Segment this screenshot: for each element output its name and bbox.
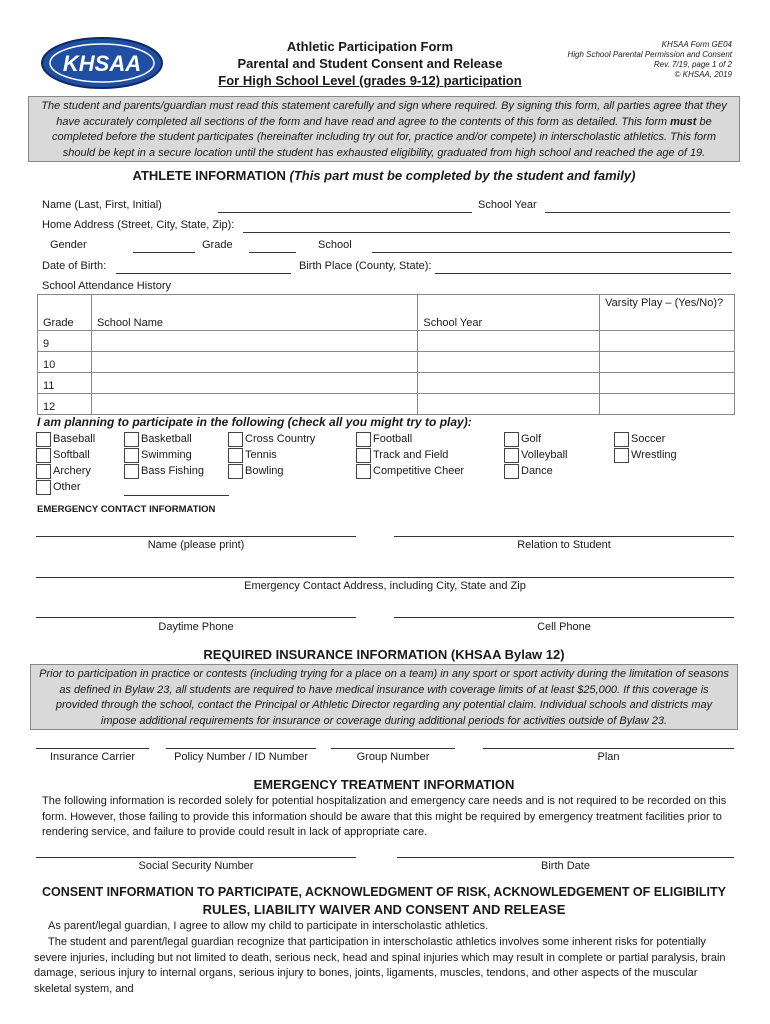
sports-column-1 [36,431,95,495]
consent-heading-line-1: CONSENT INFORMATION TO PARTICIPATE, ACKNOWLEDGMENT OF RISK, ACKNOWLEDGEMENT OF ELIGIBILITY [41,885,726,899]
form-id-line: Rev. 7/19, page 1 of 2 [653,60,732,69]
sport-option-wrestling[interactable] [614,447,677,463]
insurance-carrier-input-line[interactable] [36,748,149,749]
varsity-cell[interactable] [600,352,735,373]
sport-label: Wrestling [631,449,677,461]
school-input-line[interactable] [372,252,732,253]
gender-input-line[interactable] [133,252,195,253]
header-grade: Grade [38,295,92,331]
sport-label: Other [53,481,81,493]
school-year-cell[interactable] [418,352,600,373]
athlete-heading-title: ATHLETE INFORMATION [132,168,286,183]
school-year-label: School Year [478,199,537,211]
treatment-text: The following information is recorded solely for potential hospitalization and emergency care needs and is not required to be recorded on this form. However, those failing to provide this information should be aware that this might be required by emergency treatment facilities prior to rendering service, and failure to provide could result in lack of appropriate care. [42,795,727,838]
consent-paragraph-2: The student and parent/legal guardian recognize that participation in interscholastic athletics involves some inherent risks for potentially severe injuries, including but not limited to death, serious neck, head and spinal injuries which may result in complete or partial paralysis, brain damage, serious injury to internal organs, serious injury to bones, joints, ligaments, muscles, tendons, and other aspects of the muscular skeletal system, and [34,936,726,995]
consent-paragraph-1: As parent/legal guardian, I agree to allow my child to participate in interscholastic athletics. [48,920,489,932]
checkbox[interactable] [124,448,139,463]
varsity-cell[interactable] [600,394,735,415]
checkbox[interactable] [356,448,371,463]
birth-date-caption: Birth Date [541,860,590,872]
emergency-relation-caption: Relation to Student [517,539,611,551]
sport-label: Dance [521,465,553,477]
insurance-notice: Prior to participation in practice or contests (including trying for a place on a team) in any sport or sport activity during the limitation of seasons as defined in Bylaw 23, all students are required to have medical insurance with coverage limits of at least $25,000. If this coverage is provided through the school, contact the Principal or Athletic Director regarding any potential claim. Individual schools and districts may impose additional requirements for insurance or coverage during additional periods for activities outside of Bylaw 23. [30,664,738,730]
row-grade: 12 [38,394,92,415]
birth-date-input-line[interactable] [397,857,734,858]
checkbox[interactable] [504,432,519,447]
attendance-label: School Attendance History [42,280,172,292]
svg-text:KHSAA: KHSAA [62,51,142,76]
sport-option-soccer[interactable] [614,431,677,447]
school-name-cell[interactable] [91,331,417,352]
grade-label: Grade [202,239,233,251]
sports-column-2 [124,431,204,479]
table-row [38,394,735,415]
emergency-relation-input-line[interactable] [394,536,734,537]
table-row [38,373,735,394]
school-name-cell[interactable] [91,352,417,373]
emergency-name-input-line[interactable] [36,536,356,537]
insurance-carrier-caption: Insurance Carrier [50,751,135,763]
form-id-line: KHSAA Form GE04 [661,40,732,49]
sport-option-archery[interactable] [36,463,95,479]
title-line-2: Parental and Student Consent and Release [237,56,503,71]
policy-number-input-line[interactable] [166,748,316,749]
gender-label: Gender [50,239,87,251]
row-grade: 9 [38,331,92,352]
form-id-line: High School Parental Permission and Consent [567,50,732,59]
header-varsity: Varsity Play – (Yes/No)? [600,295,735,331]
sport-label: Baseball [53,433,96,445]
group-number-caption: Group Number [356,751,430,763]
table-row [38,352,735,373]
ssn-caption: Social Security Number [138,860,254,872]
cell-phone-caption: Cell Phone [537,621,591,633]
consent-heading [28,884,740,918]
sports-column-6 [614,431,677,463]
dob-input-line[interactable] [116,273,291,274]
birthplace-label: Birth Place (County, State): [299,260,432,272]
checkbox[interactable] [228,448,243,463]
checkbox[interactable] [504,448,519,463]
school-year-cell[interactable] [418,394,600,415]
birthplace-input-line[interactable] [435,273,731,274]
school-name-cell[interactable] [91,373,417,394]
sport-label: Competitive Cheer [373,465,465,477]
sports-column-5 [504,431,567,479]
emergency-address-input-line[interactable] [36,577,734,578]
school-label: School [318,239,352,251]
checkbox[interactable] [228,432,243,447]
varsity-cell[interactable] [600,373,735,394]
sport-label: Tennis [245,449,277,461]
sport-option-cross-country[interactable] [228,431,315,447]
checkbox[interactable] [614,448,629,463]
emergency-heading: EMERGENCY CONTACT INFORMATION [37,504,216,515]
form-id-line: © KHSAA, 2019 [674,70,732,79]
sport-label: Swimming [141,449,192,461]
sport-option-dance[interactable] [504,463,567,479]
emergency-name-caption: Name (please print) [147,539,245,551]
sport-label: Cross Country [245,433,316,445]
checkbox[interactable] [36,448,51,463]
name-input-line[interactable] [218,212,472,213]
athlete-heading [28,168,740,183]
ssn-input-line[interactable] [36,857,356,858]
sport-option-bowling[interactable] [228,463,315,479]
table-row [38,331,735,352]
sport-label: Bass Fishing [141,465,204,477]
checkbox[interactable] [36,480,51,495]
sports-column-4 [356,431,464,479]
grade-input-line[interactable] [249,252,296,253]
school-year-cell[interactable] [418,373,600,394]
consent-heading-line-2: RULES, LIABILITY WAIVER AND CONSENT AND RELEASE [202,902,566,917]
dob-label: Date of Birth: [42,260,107,272]
checkbox[interactable] [356,432,371,447]
school-name-cell[interactable] [91,394,417,415]
sport-option-tennis[interactable] [228,447,315,463]
daytime-phone-input-line[interactable] [36,617,356,618]
form-title [190,38,550,89]
school-year-input-line[interactable] [545,212,730,213]
sports-heading: I am planning to participate in the following (check all you might try to play): [37,415,472,429]
row-grade: 11 [38,373,92,394]
sport-option-other[interactable] [36,479,95,495]
sport-option-basketball[interactable] [124,431,204,447]
header-school-year: School Year [418,295,600,331]
sport-label: Archery [53,465,91,477]
sport-option-softball[interactable] [36,447,95,463]
sport-option-bass-fishing[interactable] [124,463,204,479]
sport-label: Softball [53,449,90,461]
emergency-address-caption: Emergency Contact Address, including City, State and Zip [244,580,526,592]
varsity-cell[interactable] [600,331,735,352]
sports-column-3 [228,431,315,479]
checkbox[interactable] [36,464,51,479]
instructions-notice [28,96,740,162]
notice-text-before: The student and parents/guardian must read this statement carefully and sign where required. By signing this form, all parties agree that they have accurately completed all sections of the form and have read and agree to the contents of this form as detailed. This form [41,100,727,128]
sport-option-football[interactable] [356,431,464,447]
checkbox[interactable] [356,464,371,479]
notice-emphasis: must [670,115,697,128]
group-number-input-line[interactable] [331,748,455,749]
title-line-1: Athletic Participation Form [286,39,454,54]
notice-text-after: be completed before the student participates (hereinafter including try out for, practice and/or compete) in interscholastic athletics. This form should be kept in a secure location until the student has exhausted eligibility, graduated from high school and reached the age of 19. [52,115,716,159]
cell-phone-input-line[interactable] [394,617,734,618]
attendance-table [37,294,735,415]
sport-label: Football [373,433,413,445]
khsaa-logo [40,36,164,90]
sport-label: Soccer [631,433,666,445]
plan-input-line[interactable] [483,748,734,749]
insurance-heading: REQUIRED INSURANCE INFORMATION (KHSAA Bylaw 12) [203,647,565,662]
title-line-3: For High School Level (grades 9-12) participation [218,73,522,88]
header-school-name: School Name [91,295,417,331]
address-input-line[interactable] [243,232,730,233]
checkbox[interactable] [124,464,139,479]
checkbox[interactable] [504,464,519,479]
other-sport-input-line[interactable] [124,495,229,496]
sport-option-golf[interactable] [504,431,567,447]
plan-caption: Plan [597,751,620,763]
checkbox[interactable] [228,464,243,479]
row-grade: 10 [38,352,92,373]
athlete-heading-note: (This part must be completed by the student and family) [289,168,636,183]
sport-option-baseball[interactable] [36,431,95,447]
policy-number-caption: Policy Number / ID Number [174,751,308,763]
address-label: Home Address (Street, City, State, Zip): [42,219,235,231]
sport-option-swimming[interactable] [124,447,204,463]
sport-label: Bowling [245,465,284,477]
treatment-heading: EMERGENCY TREATMENT INFORMATION [253,777,515,792]
form-id-block [560,40,732,80]
sport-label: Basketball [141,433,192,445]
checkbox[interactable] [36,432,51,447]
checkbox[interactable] [124,432,139,447]
sport-option-track-and-field[interactable] [356,447,464,463]
daytime-phone-caption: Daytime Phone [158,621,234,633]
name-label: Name (Last, First, Initial) [42,199,162,211]
sport-label: Golf [521,433,542,445]
checkbox[interactable] [614,432,629,447]
sport-label: Track and Field [373,449,449,461]
school-year-cell[interactable] [418,331,600,352]
table-header-row [38,295,735,331]
sport-label: Volleyball [521,449,568,461]
sport-option-competitive-cheer[interactable] [356,463,464,479]
sport-option-volleyball[interactable] [504,447,567,463]
